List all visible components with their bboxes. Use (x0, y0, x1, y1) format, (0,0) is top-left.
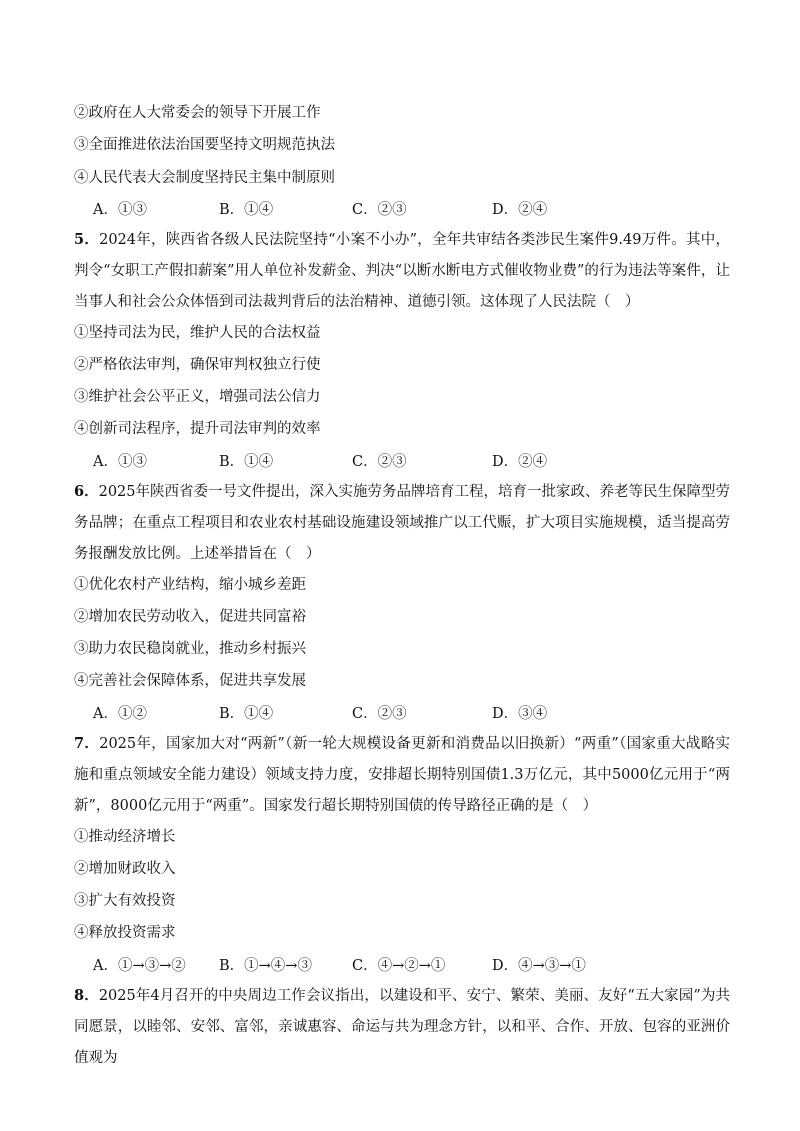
q4-choice-d[interactable]: D．②④ (492, 202, 548, 218)
q5-choice-c[interactable]: C．②③ (352, 454, 407, 470)
q4-item-3: ③全面推进依法治国要坚持文明规范执法 (74, 137, 335, 153)
q5-choice-b[interactable]: B．①④ (219, 454, 274, 470)
q7-choice-c[interactable]: C．④→②→① (352, 958, 446, 974)
q5-stem (74, 224, 730, 318)
q7-item-4: ④释放投资需求 (74, 925, 176, 941)
q6-item-4: ④完善社会保障体系，促进共享发展 (74, 673, 306, 689)
q6-item-1: ①优化农村产业结构，缩小城乡差距 (74, 577, 306, 593)
q5-item-2: ②严格依法审判，确保审判权独立行使 (74, 357, 321, 373)
q4-choice-c[interactable]: C．②③ (352, 202, 407, 218)
q6-item-3: ③助力农民稳岗就业，推动乡村振兴 (74, 641, 306, 657)
q6-choice-b[interactable]: B．①④ (219, 706, 274, 722)
q6-item-2: ②增加农民劳动收入，促进共同富裕 (74, 609, 306, 625)
q8-number: 8． (74, 987, 99, 1004)
q5-stem-text: 2024年，陕西省各级人民法院坚持“小案不小办”，全年共审结各类涉民生案件9.49万件。其中，判令“女职工产假扣薪案”用人单位补发薪金、判决“以断水断电方式催收物业费”的行为违法等案件，让当事人和社会公众体悟到司法裁判背后的法治精神、道德引领。这体现了人民法院（ ） (74, 232, 730, 310)
q7-item-1: ①推动经济增长 (74, 829, 176, 845)
q7-number: 7． (74, 735, 100, 752)
q6-stem (74, 476, 730, 570)
q4-item-2: ②政府在人大常委会的领导下开展工作 (74, 105, 321, 121)
q5-choice-d[interactable]: D．②④ (492, 454, 548, 470)
q5-item-1: ①坚持司法为民，维护人民的合法权益 (74, 325, 321, 341)
q6-choice-c[interactable]: C．②③ (352, 706, 407, 722)
q7-item-3: ③扩大有效投资 (74, 893, 176, 909)
q5-choice-a[interactable]: A．①③ (93, 454, 147, 470)
q6-choice-a[interactable]: A．①② (93, 706, 147, 722)
q7-choice-a[interactable]: A．①→③→② (93, 958, 186, 974)
q4-item-4: ④人民代表大会制度坚持民主集中制原则 (74, 170, 335, 186)
q7-choice-d[interactable]: D．④→③→① (492, 958, 586, 974)
q5-item-4: ④创新司法程序，提升司法审判的效率 (74, 421, 321, 437)
q5-number: 5． (74, 231, 100, 248)
q4-choice-a[interactable]: A．①③ (93, 202, 147, 218)
q8-stem-text: 2025年4月召开的中央周边工作会议指出，以建设和平、安宁、繁荣、美丽、友好“五大家园”为共同愿景，以睦邻、安邻、富邻，亲诚惠容、命运与共为理念方针，以和平、合作、开放、包容的亚洲价值观为 (74, 988, 731, 1066)
q6-number: 6． (74, 483, 99, 500)
q8-stem (74, 980, 730, 1074)
q6-stem-text: 2025年陕西省委一号文件提出，深入实施劳务品牌培育工程，培育一批家政、养老等民生保障型劳务品牌；在重点工程项目和农业农村基础设施建设领域推广以工代赈，扩大项目实施规模，适当提高劳务报酬发放比例。上述举措旨在（ ） (74, 484, 730, 562)
q6-choice-d[interactable]: D．③④ (492, 706, 548, 722)
q4-choice-b[interactable]: B．①④ (219, 202, 274, 218)
q5-item-3: ③维护社会公平正义，增强司法公信力 (74, 389, 321, 405)
q7-item-2: ②增加财政收入 (74, 861, 176, 877)
q7-choice-b[interactable]: B．①→④→③ (219, 958, 312, 974)
q7-stem-text: 2025年，国家加大对“两新”（新一轮大规模设备更新和消费品以旧换新）“两重”（国家重大战略实施和重点领域安全能力建设）领域支持力度，安排超长期特别国债1.3万亿元，其中5000亿元用于“两新”，8000亿元用于“两重”。国家发行超长期特别国债的传导路径正确的是（ ） (74, 736, 730, 814)
q7-stem (74, 728, 730, 822)
